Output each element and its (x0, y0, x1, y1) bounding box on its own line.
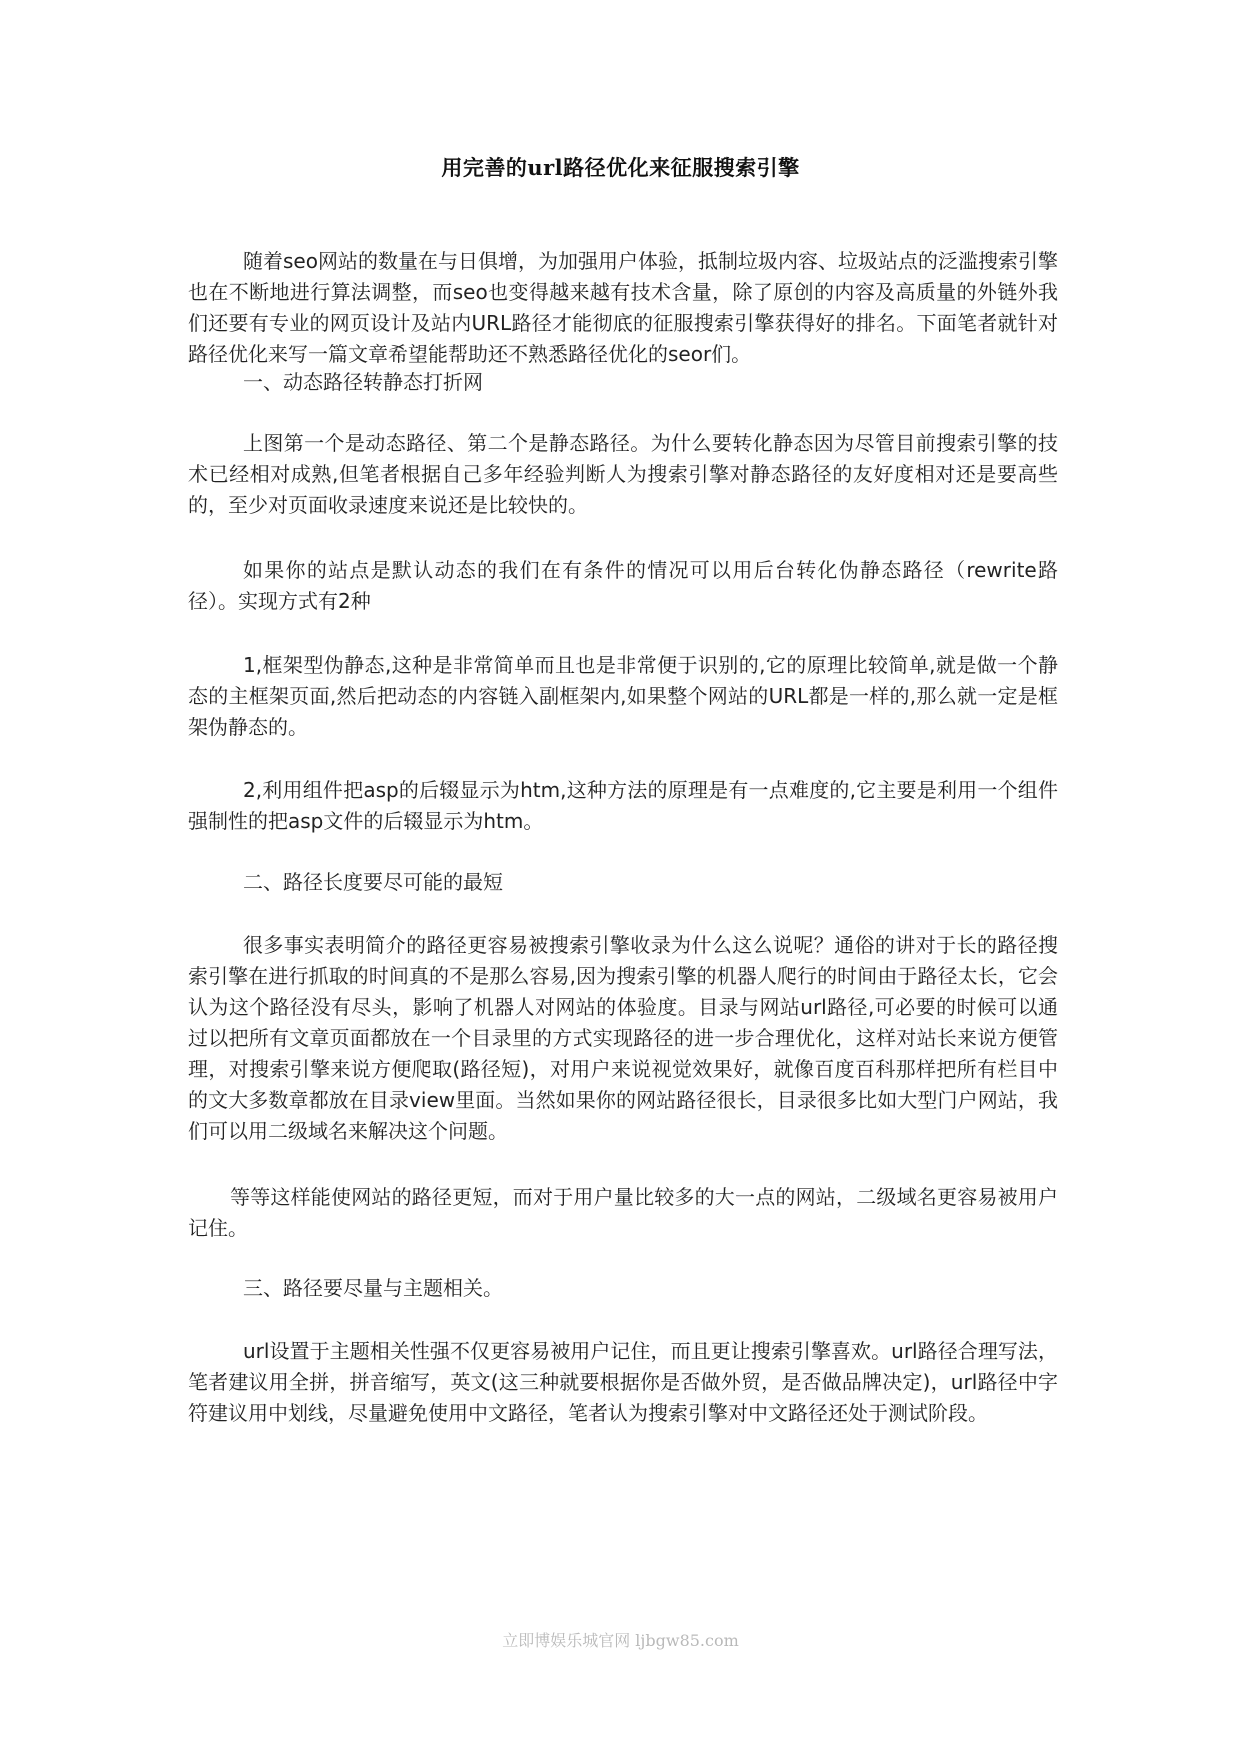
paragraph-text: url设置于主题相关性强不仅更容易被用户记住，而且更让搜索引擎喜欢。url路径合理写法，笔者建议用全拼，拼音缩写，英文(这三种就要根据你是否做外贸，是否做品牌决定)，url路径中字符建议用中划线，尽量避免使用中文路径，笔者认为搜索引擎对中文路径还处于测试阶段。 (188, 1339, 1058, 1425)
paragraph-text: 2,利用组件把asp的后辍显示为htm,这种方法的原理是有一点难度的,它主要是利用一个组件强制性的把asp文件的后辍显示为htm。 (188, 778, 1058, 833)
paragraph-text: 等等这样能使网站的路径更短，而对于用户量比较多的大一点的网站，二级域名更容易被用户记住。 (188, 1185, 1058, 1240)
section-heading-1 (188, 367, 1058, 398)
section-heading-text: 二、路径长度要尽可能的最短 (243, 870, 503, 894)
document-title: 用完善的url路径优化来征服搜索引擎 (441, 155, 800, 180)
paragraph-intro (188, 246, 1058, 370)
paragraph-subdomain (188, 1182, 1058, 1244)
section-heading-3 (188, 1273, 1058, 1304)
paragraph-text: 1,框架型伪静态,这种是非常简单而且也是非常便于识别的,它的原理比较简单,就是做一个静态的主框架页面,然后把动态的内容链入副框架内,如果整个网站的URL都是一样的,那么就一定是框架伪静态的。 (188, 653, 1058, 739)
paragraph-text: 很多事实表明简介的路径更容易被搜索引擎收录为什么这么说呢？通俗的讲对于长的路径搜索引擎在进行抓取的时间真的不是那么容易,因为搜索引擎的机器人爬行的时间由于路径太长，它会认为这个路径没有尽头，影响了机器人对网站的体验度。目录与网站url路径,可必要的时候可以通过以把所有文章页面都放在一个目录里的方式实现路径的进一步合理优化，这样对站长来说方便管理，对搜索引擎来说方便爬取(路径短)，对用户来说视觉效果好，就像百度百科那样把所有栏目中的文大多数章都放在目录view里面。当然如果你的网站路径很长，目录很多比如大型门户网站，我们可以用二级域名来解决这个问题。 (188, 933, 1058, 1143)
paragraph-rewrite (188, 555, 1058, 617)
paragraph-method-1 (188, 650, 1058, 743)
paragraph-text: 随着seo网站的数量在与日俱增，为加强用户体验，抵制垃圾内容、垃圾站点的泛滥搜索引擎也在不断地进行算法调整，而seo也变得越来越有技术含量，除了原创的内容及高质量的外链外我们还要有专业的网页设计及站内URL路径才能彻底的征服搜索引擎获得好的排名。下面笔者就针对路径优化来写一篇文章希望能帮助还不熟悉路径优化的seor们。 (188, 249, 1058, 366)
section-heading-text: 一、动态路径转静态打折网 (243, 370, 483, 394)
paragraph-static-path (188, 428, 1058, 521)
paragraph-text: 上图第一个是动态路径、第二个是静态路径。为什么要转化静态因为尽管目前搜索引擎的技术已经相对成熟,但笔者根据自己多年经验判断人为搜索引擎对静态路径的友好度相对还是要高些的，至少对页面收录速度来说还是比较快的。 (188, 431, 1058, 517)
footer-watermark: 立即博娱乐城官网 ljbgw85.com (502, 1631, 739, 1650)
section-heading-2 (188, 867, 1058, 898)
paragraph-short-path (188, 930, 1058, 1147)
paragraph-method-2 (188, 775, 1058, 837)
paragraph-topic-related (188, 1336, 1058, 1429)
paragraph-text: 如果你的站点是默认动态的我们在有条件的情况可以用后台转化伪静态路径（rewrite路径）。实现方式有2种 (188, 558, 1058, 613)
section-heading-text: 三、路径要尽量与主题相关。 (243, 1276, 503, 1300)
